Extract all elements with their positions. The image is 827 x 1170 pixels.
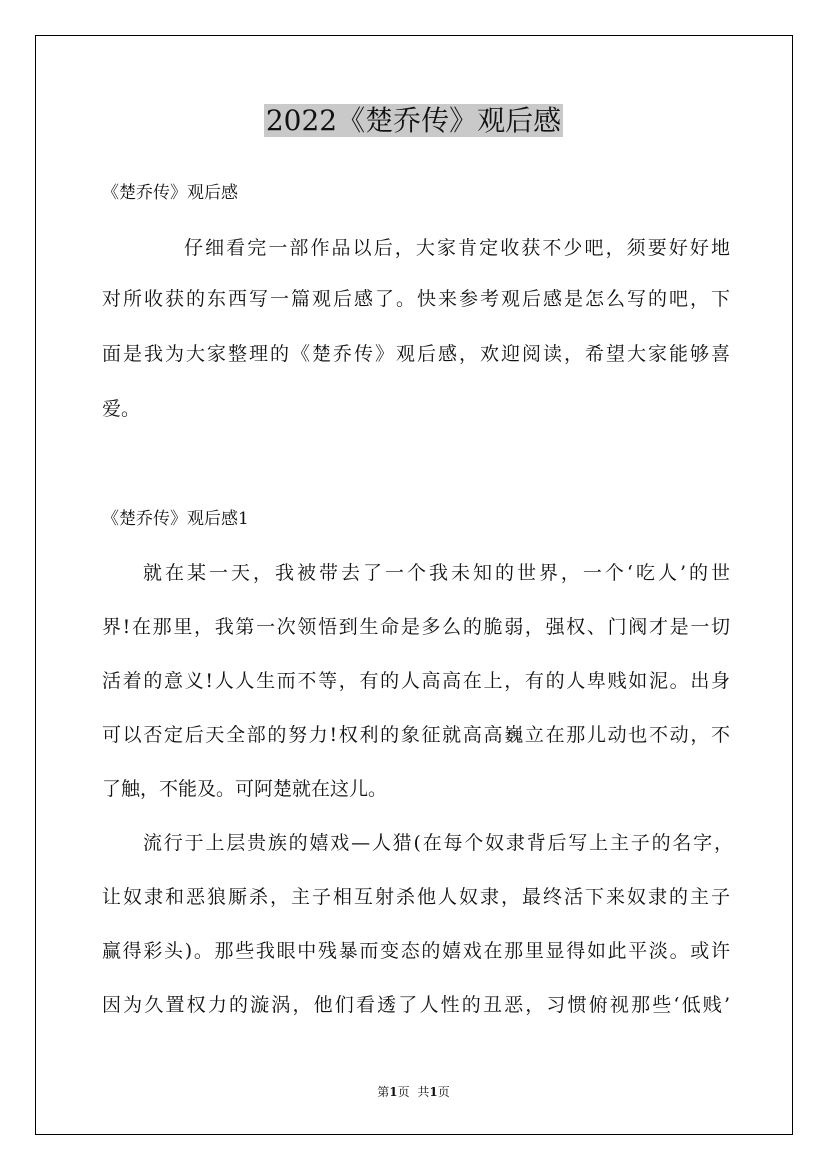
paragraph1-line-2: 界!在那里，我第一次领悟到生命是多么的脆弱，强权、门阀才是一切 <box>102 616 730 638</box>
intro-line-4: 爱。 <box>102 398 141 420</box>
document-title-text: 2022《楚乔传》观后感 <box>265 104 562 137</box>
subtitle: 《楚乔传》观后感 <box>102 183 238 203</box>
paragraph2-line-3: 赢得彩头)。那些我眼中残暴而变态的嬉戏在那里显得如此平淡。或许 <box>102 940 730 962</box>
footer-total-word: 页 <box>437 1085 450 1099</box>
paragraph2-line-4: 因为久置权力的漩涡，他们看透了人性的丑恶，习惯俯视那些‘低贱’ <box>102 994 730 1016</box>
paragraph1-line-3: 活着的意义!人人生而不等，有的人高高在上，有的人卑贱如泥。出身 <box>102 670 730 692</box>
paragraph1-line-5: 了触，不能及。可阿楚就在这儿。 <box>102 778 388 800</box>
page-footer <box>0 1083 827 1101</box>
footer-total-number: 1 <box>429 1085 438 1099</box>
paragraph2-line-1: 流行于上层贵族的嬉戏—人猎(在每个奴隶背后写上主子的名字， <box>143 832 733 854</box>
intro-line-3: 面是我为大家整理的《楚乔传》观后感，欢迎阅读，希望大家能够喜 <box>102 343 730 365</box>
footer-total-prefix: 共 <box>417 1085 430 1099</box>
section-heading: 《楚乔传》观后感1 <box>102 509 249 529</box>
footer-page-word: 页 <box>397 1085 410 1099</box>
intro-line-2: 对所收获的东西写一篇观后感了。快来参考观后感是怎么写的吧，下 <box>102 288 730 310</box>
footer-page-prefix: 第 <box>377 1085 390 1099</box>
footer-page-number: 1 <box>389 1085 398 1099</box>
paragraph2-line-2: 让奴隶和恶狼厮杀，主子相互射杀他人奴隶，最终活下来奴隶的主子 <box>102 886 730 908</box>
paragraph1-line-1: 就在某一天，我被带去了一个我未知的世界，一个‘吃人’的世 <box>143 562 730 584</box>
document-title <box>0 101 827 141</box>
paragraph1-line-4: 可以否定后天全部的努力!权利的象征就高高巍立在那儿动也不动，不 <box>102 724 730 746</box>
intro-line-1: 仔细看完一部作品以后，大家肯定收获不少吧，须要好好地 <box>184 237 730 259</box>
